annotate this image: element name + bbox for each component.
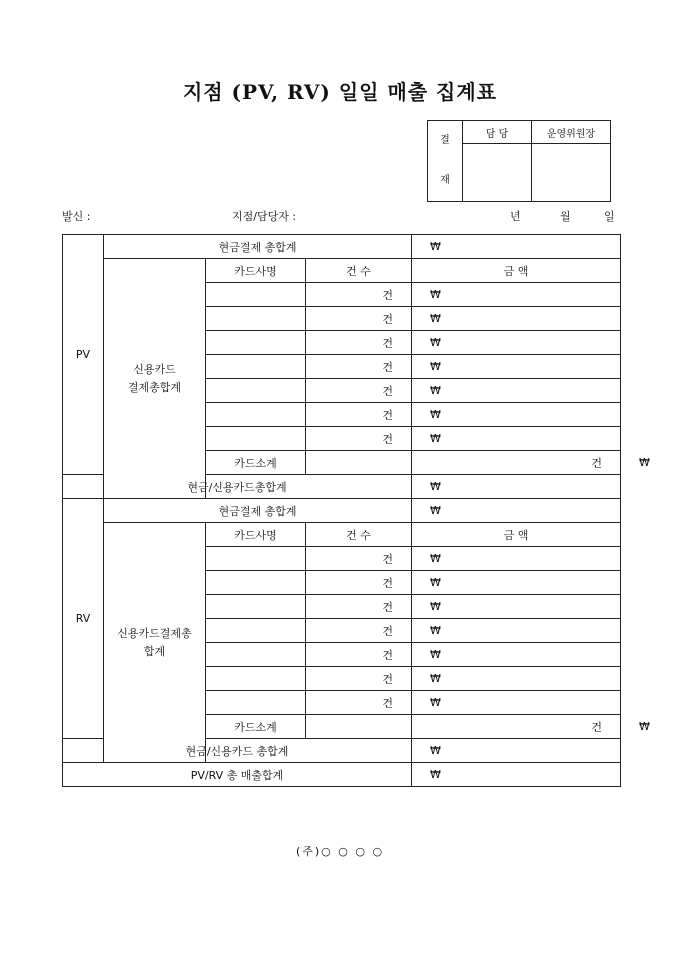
pv-rv-total-amount[interactable]: ₩ xyxy=(412,763,621,787)
rv-card-subtotal-label: 카드소계 xyxy=(206,715,306,739)
pv-card-name-cell[interactable] xyxy=(206,379,306,403)
rv-card-name-cell[interactable] xyxy=(206,691,306,715)
rv-card-section-label: 신용카드결제총 합계 xyxy=(104,523,206,763)
manager-label: 지점/담당자 : xyxy=(232,210,297,223)
pv-card-amount-cell[interactable]: ₩ xyxy=(412,355,621,379)
rv-card-amount-cell[interactable]: ₩ xyxy=(412,691,621,715)
rv-cash-total-label: 현금결제 총합계 xyxy=(104,499,412,523)
rv-card-count-cell[interactable]: 건 xyxy=(306,571,412,595)
rv-card-count-cell[interactable]: 건 xyxy=(306,595,412,619)
pv-card-count-cell[interactable]: 건 xyxy=(306,307,412,331)
rv-amount-header: 금 액 xyxy=(412,523,621,547)
pv-amount-header: 금 액 xyxy=(412,259,621,283)
company-footer: (주)○ ○ ○ ○ xyxy=(295,845,385,858)
day-label: 일 xyxy=(604,210,615,223)
rv-grand-total-label: 현금/신용카드 총합계 xyxy=(63,739,412,763)
rv-card-count-cell[interactable]: 건 xyxy=(306,643,412,667)
pv-rv-total-label: PV/RV 총 매출합계 xyxy=(63,763,412,787)
pv-card-count-cell[interactable]: 건 xyxy=(306,403,412,427)
rv-card-count-cell[interactable]: 건 xyxy=(306,547,412,571)
rv-card-amount-cell[interactable]: ₩ xyxy=(412,595,621,619)
pv-card-count-cell[interactable]: 건 xyxy=(306,283,412,307)
rv-card-name-cell[interactable] xyxy=(206,667,306,691)
rv-card-subtotal-blank xyxy=(306,715,412,739)
rv-card-count-cell[interactable]: 건 xyxy=(306,619,412,643)
rv-card-name-cell[interactable] xyxy=(206,619,306,643)
approval-col-chair: 운영위원장 xyxy=(532,121,611,144)
page-title: 지점 (PV, RV) 일일 매출 집계표 xyxy=(182,80,498,104)
sender-label: 발신 : xyxy=(62,210,91,223)
pv-card-name-cell[interactable] xyxy=(206,403,306,427)
rv-grand-total-amount[interactable]: ₩ xyxy=(412,739,621,763)
pv-cash-total-amount[interactable]: ₩ xyxy=(412,235,621,259)
pv-card-amount-cell[interactable]: ₩ xyxy=(412,379,621,403)
approval-sign-chair[interactable] xyxy=(532,144,611,202)
month-label: 월 xyxy=(560,210,571,223)
rv-card-count-cell[interactable]: 건 xyxy=(306,667,412,691)
pv-card-section-label: 신용카드 결제총합계 xyxy=(104,259,206,499)
rv-card-subtotal-count[interactable]: 건 xyxy=(412,715,621,739)
pv-card-name-cell[interactable] xyxy=(206,355,306,379)
pv-card-amount-cell[interactable]: ₩ xyxy=(412,403,621,427)
pv-card-subtotal-label: 카드소계 xyxy=(206,451,306,475)
rv-cash-total-amount[interactable]: ₩ xyxy=(412,499,621,523)
pv-card-name-cell[interactable] xyxy=(206,283,306,307)
pv-card-name-cell[interactable] xyxy=(206,331,306,355)
pv-card-count-cell[interactable]: 건 xyxy=(306,331,412,355)
rv-card-name-cell[interactable] xyxy=(206,595,306,619)
year-label: 년 xyxy=(510,210,521,223)
pv-card-name-cell[interactable] xyxy=(206,427,306,451)
pv-card-name-cell[interactable] xyxy=(206,307,306,331)
pv-card-amount-cell[interactable]: ₩ xyxy=(412,307,621,331)
rv-card-amount-cell[interactable]: ₩ xyxy=(412,619,621,643)
pv-card-count-cell[interactable]: 건 xyxy=(306,379,412,403)
rv-count-header: 건 수 xyxy=(306,523,412,547)
rv-card-name-cell[interactable] xyxy=(206,643,306,667)
rv-section-label: RV xyxy=(63,499,104,739)
pv-card-subtotal-count[interactable]: 건 xyxy=(412,451,621,475)
approval-box xyxy=(427,120,611,202)
pv-grand-total-label: 현금/신용카드총합계 xyxy=(63,475,412,499)
rv-card-amount-cell[interactable]: ₩ xyxy=(412,571,621,595)
sales-table: PV 현금결제 총합계 ₩ 신용카드 결제총합계 카드사명 건 수 금 액 건 ₩ 건 ₩ 건 ₩ 건 ₩ 건 ₩ 건 ₩ 건 ₩ 카드소계 건 ₩ 현금/신용카드총합계 ₩ RV 현금결제 총합계 ₩ 신용카드결제총 합계 카드사명 건 수 금 액 건 ₩ 건 ₩ 건 ₩ 건 ₩ 건 ₩ 건 ₩ 건 ₩ 카드소계 건 ₩ 현금/신용카드 총합계 ₩ PV/RV 총 매출합계 ₩ xyxy=(62,234,621,787)
pv-section-label: PV xyxy=(63,235,104,475)
approval-col-manager: 담 당 xyxy=(463,121,532,144)
pv-card-amount-cell[interactable]: ₩ xyxy=(412,331,621,355)
rv-card-amount-cell[interactable]: ₩ xyxy=(412,643,621,667)
approval-sign-manager[interactable] xyxy=(463,144,532,202)
pv-card-amount-cell[interactable]: ₩ xyxy=(412,427,621,451)
rv-card-name-cell[interactable] xyxy=(206,571,306,595)
pv-card-name-header: 카드사명 xyxy=(206,259,306,283)
rv-card-name-cell[interactable] xyxy=(206,547,306,571)
rv-card-name-header: 카드사명 xyxy=(206,523,306,547)
rv-card-count-cell[interactable]: 건 xyxy=(306,691,412,715)
rv-card-amount-cell[interactable]: ₩ xyxy=(412,667,621,691)
rv-card-amount-cell[interactable]: ₩ xyxy=(412,547,621,571)
pv-count-header: 건 수 xyxy=(306,259,412,283)
approval-side-label: 결 재 xyxy=(428,121,463,202)
pv-card-count-cell[interactable]: 건 xyxy=(306,355,412,379)
pv-grand-total-amount[interactable]: ₩ xyxy=(412,475,621,499)
pv-card-count-cell[interactable]: 건 xyxy=(306,427,412,451)
pv-card-amount-cell[interactable]: ₩ xyxy=(412,283,621,307)
pv-card-subtotal-blank xyxy=(306,451,412,475)
pv-cash-total-label: 현금결제 총합계 xyxy=(104,235,412,259)
